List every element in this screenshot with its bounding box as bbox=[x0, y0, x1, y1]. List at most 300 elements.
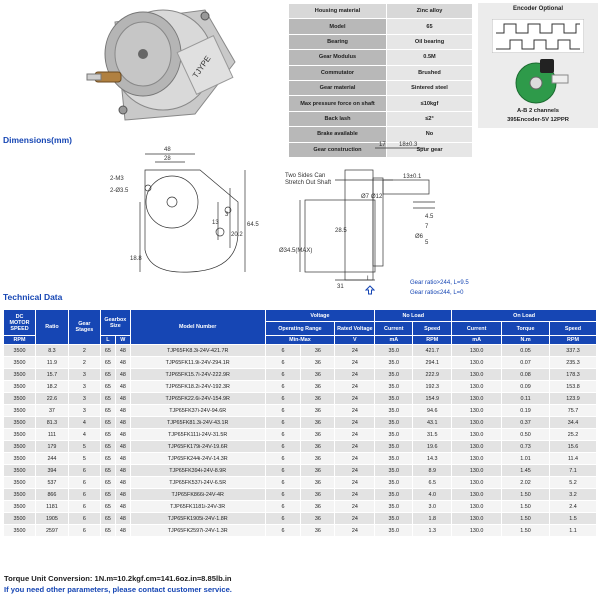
table-cell: 35.0 bbox=[375, 525, 413, 537]
table-cell: 6 bbox=[265, 525, 301, 537]
table-cell: 130.0 bbox=[452, 417, 502, 429]
table-cell: 48 bbox=[115, 369, 130, 381]
table-cell: 6 bbox=[68, 525, 100, 537]
dim-28-5: 28.5 bbox=[335, 228, 347, 234]
table-cell: 2597 bbox=[35, 525, 68, 537]
dim-64-5: 64.5 bbox=[247, 222, 259, 228]
unit-ma-onload: mA bbox=[452, 336, 502, 345]
table-cell: 35.0 bbox=[375, 489, 413, 501]
dim-d6: Ø6 bbox=[415, 234, 424, 240]
spec-label: Back lash bbox=[289, 111, 387, 126]
table-cell: 34.4 bbox=[549, 417, 596, 429]
spec-value: 0.5M bbox=[387, 50, 473, 65]
table-cell: 65 bbox=[100, 441, 115, 453]
table-cell: 15.7 bbox=[35, 369, 68, 381]
table-cell: 24 bbox=[335, 417, 375, 429]
table-cell: 3 bbox=[68, 405, 100, 417]
unit-ma: mA bbox=[375, 336, 413, 345]
table-cell: 5 bbox=[68, 453, 100, 465]
table-cell: 36 bbox=[301, 381, 335, 393]
table-cell: 48 bbox=[115, 489, 130, 501]
dim-17: 17 bbox=[379, 142, 386, 148]
table-cell: 37 bbox=[35, 405, 68, 417]
table-cell: 1181 bbox=[35, 501, 68, 513]
spec-table bbox=[288, 3, 473, 158]
table-cell: 6 bbox=[265, 357, 301, 369]
table-cell: 48 bbox=[115, 453, 130, 465]
table-cell: 65 bbox=[100, 357, 115, 369]
spec-row bbox=[289, 50, 473, 65]
table-cell: 3500 bbox=[4, 405, 36, 417]
table-cell: 25.2 bbox=[549, 429, 596, 441]
spec-label: Gear Modulus bbox=[289, 50, 387, 65]
table-cell: 3500 bbox=[4, 393, 36, 405]
dim-d7: Ø7 bbox=[361, 194, 370, 200]
spec-value: 65 bbox=[387, 19, 473, 34]
spec-row bbox=[289, 80, 473, 95]
table-cell: 36 bbox=[301, 441, 335, 453]
table-cell: 6.5 bbox=[413, 477, 452, 489]
table-cell: 130.0 bbox=[452, 477, 502, 489]
unit-v: V bbox=[335, 336, 375, 345]
front-view-drawing bbox=[100, 140, 260, 290]
table-cell: 65 bbox=[100, 381, 115, 393]
unit-min-max: Min-Max bbox=[265, 336, 335, 345]
table-cell: 235.3 bbox=[549, 357, 596, 369]
table-cell: 36 bbox=[301, 489, 335, 501]
table-cell: 1.45 bbox=[502, 465, 550, 477]
table-cell: 35.0 bbox=[375, 393, 413, 405]
table-cell: 130.0 bbox=[452, 453, 502, 465]
table-cell: 6 bbox=[265, 393, 301, 405]
table-cell: 3500 bbox=[4, 429, 36, 441]
table-cell: 43.1 bbox=[413, 417, 452, 429]
table-row bbox=[4, 369, 597, 381]
table-cell: 3500 bbox=[4, 477, 36, 489]
table-cell: 24 bbox=[335, 489, 375, 501]
spec-row bbox=[289, 96, 473, 111]
table-cell: 6 bbox=[68, 501, 100, 513]
table-cell: 244 bbox=[35, 453, 68, 465]
table-cell: 35.0 bbox=[375, 441, 413, 453]
col-operating-range: Operating Range bbox=[265, 322, 335, 336]
spec-label: Bearing bbox=[289, 34, 387, 49]
table-row bbox=[4, 381, 597, 393]
table-cell: TJP65FK11.9i-24V-294.1R bbox=[130, 357, 265, 369]
table-cell: 123.9 bbox=[549, 393, 596, 405]
table-cell: 19.6 bbox=[413, 441, 452, 453]
table-cell: TJP65FK18.2i-24V-192.3R bbox=[130, 381, 265, 393]
technical-data-table bbox=[3, 309, 597, 537]
table-cell: 24 bbox=[335, 393, 375, 405]
table-cell: 111 bbox=[35, 429, 68, 441]
col-onload-torque: Torque bbox=[502, 322, 550, 336]
table-cell: 0.09 bbox=[502, 381, 550, 393]
table-cell: 24 bbox=[335, 405, 375, 417]
table-cell: 36 bbox=[301, 405, 335, 417]
table-cell: 3.2 bbox=[549, 489, 596, 501]
table-cell: 65 bbox=[100, 513, 115, 525]
table-cell: 6 bbox=[265, 513, 301, 525]
dim-13: 13±0.1 bbox=[403, 174, 422, 180]
gear-ratio-note-2: Gear ratio≤244, L=0 bbox=[410, 290, 464, 296]
table-cell: 24 bbox=[335, 357, 375, 369]
table-cell: 75.7 bbox=[549, 405, 596, 417]
table-cell: 35.0 bbox=[375, 345, 413, 357]
table-cell: 65 bbox=[100, 489, 115, 501]
table-cell: 6 bbox=[68, 513, 100, 525]
table-cell: 24 bbox=[335, 429, 375, 441]
unit-rpm-onload: RPM bbox=[549, 336, 596, 345]
unit-nm: N.m bbox=[502, 336, 550, 345]
table-cell: 35.0 bbox=[375, 453, 413, 465]
table-cell: 130.0 bbox=[452, 525, 502, 537]
encoder-caption-1: A-B 2 channels bbox=[517, 108, 559, 114]
spec-label: Model bbox=[289, 19, 387, 34]
table-cell: 3 bbox=[68, 393, 100, 405]
table-cell: 24 bbox=[335, 513, 375, 525]
table-cell: 0.19 bbox=[502, 405, 550, 417]
table-cell: 6 bbox=[265, 453, 301, 465]
spec-value: Oil bearing bbox=[387, 34, 473, 49]
table-cell: TJP65FK8.3i-24V-421.7R bbox=[130, 345, 265, 357]
table-cell: 1905 bbox=[35, 513, 68, 525]
spec-label: Max pressure force on shaft bbox=[289, 96, 387, 111]
table-cell: 6 bbox=[265, 477, 301, 489]
spec-row bbox=[289, 19, 473, 34]
table-cell: 11.9 bbox=[35, 357, 68, 369]
table-cell: 6 bbox=[265, 381, 301, 393]
table-cell: 36 bbox=[301, 345, 335, 357]
dim-L: L bbox=[367, 276, 371, 282]
up-arrow-icon bbox=[365, 285, 375, 295]
dim-2-m3: 2-M3 bbox=[110, 176, 124, 182]
table-cell: 22.6 bbox=[35, 393, 68, 405]
table-cell: 2.02 bbox=[502, 477, 550, 489]
table-cell: 0.05 bbox=[502, 345, 550, 357]
table-cell: 35.0 bbox=[375, 405, 413, 417]
table-cell: TJP65FK2597i-24V-1.3R bbox=[130, 525, 265, 537]
table-cell: 3500 bbox=[4, 501, 36, 513]
table-cell: 48 bbox=[115, 429, 130, 441]
table-cell: 65 bbox=[100, 525, 115, 537]
table-cell: 31.5 bbox=[413, 429, 452, 441]
table-row bbox=[4, 393, 597, 405]
table-cell: 36 bbox=[301, 369, 335, 381]
table-cell: 3500 bbox=[4, 441, 36, 453]
dim-18: 18±0.3 bbox=[399, 142, 418, 148]
table-cell: 6 bbox=[265, 489, 301, 501]
table-cell: 24 bbox=[335, 465, 375, 477]
table-cell: TJP65FK537i-24V-6.5R bbox=[130, 477, 265, 489]
table-row bbox=[4, 525, 597, 537]
table-cell: 4.0 bbox=[413, 489, 452, 501]
table-cell: 394 bbox=[35, 465, 68, 477]
table-row bbox=[4, 357, 597, 369]
spec-value: Sintered steel bbox=[387, 80, 473, 95]
dim-31: 31 bbox=[337, 284, 344, 290]
table-cell: 36 bbox=[301, 393, 335, 405]
table-cell: 48 bbox=[115, 465, 130, 477]
table-cell: 130.0 bbox=[452, 381, 502, 393]
table-cell: 5 bbox=[68, 441, 100, 453]
table-cell: 130.0 bbox=[452, 357, 502, 369]
table-cell: 3 bbox=[68, 381, 100, 393]
table-cell: 1.8 bbox=[413, 513, 452, 525]
table-cell: 222.9 bbox=[413, 369, 452, 381]
table-row bbox=[4, 429, 597, 441]
col-voltage: Voltage bbox=[265, 310, 375, 322]
table-cell: TJP65FK244i-24V-14.3R bbox=[130, 453, 265, 465]
table-cell: TJP65FK15.7i-24V-222.9R bbox=[130, 369, 265, 381]
table-cell: 35.0 bbox=[375, 477, 413, 489]
dim-13: 13 bbox=[212, 220, 219, 226]
table-row bbox=[4, 477, 597, 489]
dim-2-hole: 2-Ø3.5 bbox=[110, 188, 129, 194]
table-cell: 0.11 bbox=[502, 393, 550, 405]
table-cell: 1.50 bbox=[502, 501, 550, 513]
table-cell: 48 bbox=[115, 477, 130, 489]
table-cell: 294.1 bbox=[413, 357, 452, 369]
table-cell: TJP65FK179i-24V-19.6R bbox=[130, 441, 265, 453]
col-onload-current: Current bbox=[452, 322, 502, 336]
table-row bbox=[4, 405, 597, 417]
table-cell: 7.1 bbox=[549, 465, 596, 477]
table-cell: 24 bbox=[335, 477, 375, 489]
dim-d12: Ø12 bbox=[371, 194, 383, 200]
table-cell: 35.0 bbox=[375, 369, 413, 381]
table-cell: 421.7 bbox=[413, 345, 452, 357]
table-cell: 153.8 bbox=[549, 381, 596, 393]
table-cell: 6 bbox=[68, 489, 100, 501]
spec-value: ≤2° bbox=[387, 111, 473, 126]
table-cell: 130.0 bbox=[452, 345, 502, 357]
dim-note-2: Stretch Out Shaft bbox=[285, 180, 332, 186]
table-cell: 3.0 bbox=[413, 501, 452, 513]
spec-header-value: Zinc alloy bbox=[387, 4, 473, 19]
table-cell: 15.6 bbox=[549, 441, 596, 453]
gear-ratio-note-1: Gear ratio>244, L=9.5 bbox=[410, 280, 469, 286]
table-cell: TJP65FK1181i-24V-3R bbox=[130, 501, 265, 513]
table-cell: 65 bbox=[100, 345, 115, 357]
table-row bbox=[4, 501, 597, 513]
table-cell: 0.08 bbox=[502, 369, 550, 381]
spec-value: No bbox=[387, 127, 473, 142]
table-row bbox=[4, 441, 597, 453]
table-cell: 24 bbox=[335, 369, 375, 381]
col-rated-voltage: Rated Voltage bbox=[335, 322, 375, 336]
table-cell: 36 bbox=[301, 429, 335, 441]
table-cell: 130.0 bbox=[452, 369, 502, 381]
table-cell: 18.2 bbox=[35, 381, 68, 393]
table-cell: 337.3 bbox=[549, 345, 596, 357]
table-cell: 6 bbox=[265, 501, 301, 513]
encoder-title: Encoder Optional bbox=[512, 6, 563, 12]
table-cell: 179 bbox=[35, 441, 68, 453]
spec-row bbox=[289, 34, 473, 49]
table-cell: 1.3 bbox=[413, 525, 452, 537]
dim-3: 3 bbox=[225, 212, 229, 218]
table-cell: TJP65FK81.3i-24V-43.1R bbox=[130, 417, 265, 429]
table-cell: 5.2 bbox=[549, 477, 596, 489]
table-cell: 6 bbox=[265, 465, 301, 477]
table-cell: 0.07 bbox=[502, 357, 550, 369]
table-cell: 2 bbox=[68, 357, 100, 369]
spec-value: ≤10kgf bbox=[387, 96, 473, 111]
table-cell: 48 bbox=[115, 441, 130, 453]
table-cell: 3500 bbox=[4, 465, 36, 477]
col-noload-current: Current bbox=[375, 322, 413, 336]
dim-48: 48 bbox=[164, 147, 171, 153]
table-cell: 130.0 bbox=[452, 429, 502, 441]
table-cell: 3500 bbox=[4, 345, 36, 357]
table-cell: 537 bbox=[35, 477, 68, 489]
col-gear-stages: Gear Stages bbox=[68, 310, 100, 345]
table-cell: 35.0 bbox=[375, 429, 413, 441]
table-cell: 3500 bbox=[4, 369, 36, 381]
table-cell: 35.0 bbox=[375, 417, 413, 429]
table-cell: 36 bbox=[301, 465, 335, 477]
table-cell: 65 bbox=[100, 429, 115, 441]
table-cell: 1.50 bbox=[502, 489, 550, 501]
table-cell: 65 bbox=[100, 477, 115, 489]
table-cell: 35.0 bbox=[375, 465, 413, 477]
encoder-panel bbox=[478, 3, 598, 128]
dim-d34-5: Ø34.5(MAX) bbox=[279, 248, 313, 254]
encoder-waveform bbox=[492, 19, 584, 53]
table-cell: 3500 bbox=[4, 381, 36, 393]
col-motor-speed: DC MOTOR SPEED bbox=[4, 310, 36, 336]
table-cell: 48 bbox=[115, 525, 130, 537]
table-cell: TJP65FK22.6i-24V-154.9R bbox=[130, 393, 265, 405]
unit-L: L bbox=[100, 336, 115, 345]
table-cell: 35.0 bbox=[375, 357, 413, 369]
col-on-load: On Load bbox=[452, 310, 597, 322]
table-cell: 3500 bbox=[4, 417, 36, 429]
spec-value: Spur gear bbox=[387, 142, 473, 157]
table-cell: 4 bbox=[68, 417, 100, 429]
col-noload-speed: Speed bbox=[413, 322, 452, 336]
table-cell: 3500 bbox=[4, 513, 36, 525]
table-cell: 178.3 bbox=[549, 369, 596, 381]
table-cell: 65 bbox=[100, 465, 115, 477]
table-cell: 65 bbox=[100, 369, 115, 381]
table-cell: 24 bbox=[335, 525, 375, 537]
table-cell: 65 bbox=[100, 453, 115, 465]
table-cell: 48 bbox=[115, 501, 130, 513]
table-cell: 3500 bbox=[4, 489, 36, 501]
table-cell: 3500 bbox=[4, 453, 36, 465]
table-cell: 6 bbox=[265, 441, 301, 453]
table-cell: 0.37 bbox=[502, 417, 550, 429]
table-cell: 48 bbox=[115, 417, 130, 429]
table-cell: 36 bbox=[301, 513, 335, 525]
motor-label: TJYPE bbox=[190, 54, 213, 80]
table-cell: 36 bbox=[301, 525, 335, 537]
table-cell: 2.4 bbox=[549, 501, 596, 513]
dim-4-5: 4.5 bbox=[425, 214, 434, 220]
table-cell: 130.0 bbox=[452, 501, 502, 513]
dim-18-8: 18.8 bbox=[130, 256, 142, 262]
spec-label: Commutator bbox=[289, 65, 387, 80]
encoder-board bbox=[506, 57, 570, 105]
table-cell: 24 bbox=[335, 501, 375, 513]
table-cell: 2 bbox=[68, 345, 100, 357]
table-cell: 1.01 bbox=[502, 453, 550, 465]
col-onload-speed: Speed bbox=[549, 322, 596, 336]
table-cell: 130.0 bbox=[452, 513, 502, 525]
table-cell: 866 bbox=[35, 489, 68, 501]
table-cell: 6 bbox=[265, 429, 301, 441]
spec-header-key: Housing material bbox=[289, 4, 387, 19]
spec-row bbox=[289, 65, 473, 80]
col-ratio: Ratio bbox=[35, 310, 68, 345]
spec-value: Brushed bbox=[387, 65, 473, 80]
table-cell: 192.3 bbox=[413, 381, 452, 393]
table-cell: 6 bbox=[265, 345, 301, 357]
dim-20-2: 20.2 bbox=[231, 232, 243, 238]
table-cell: 36 bbox=[301, 357, 335, 369]
table-cell: 1.5 bbox=[549, 513, 596, 525]
table-cell: 130.0 bbox=[452, 405, 502, 417]
torque-conversion: Torque Unit Conversion: 1N.m≈10.2kgf.cm≈141.6oz.in≈8.85lb.in bbox=[4, 574, 232, 583]
dimensions-title: Dimensions(mm) bbox=[3, 135, 72, 145]
table-cell: 24 bbox=[335, 441, 375, 453]
table-cell: 1.1 bbox=[549, 525, 596, 537]
table-cell: 65 bbox=[100, 405, 115, 417]
dim-5: 5 bbox=[425, 240, 429, 246]
table-cell: 4 bbox=[68, 429, 100, 441]
table-cell: 35.0 bbox=[375, 501, 413, 513]
side-view-drawing bbox=[275, 140, 455, 290]
table-cell: 6 bbox=[68, 465, 100, 477]
table-cell: TJP65FK1905i-24V-1.8R bbox=[130, 513, 265, 525]
unit-rpm: RPM bbox=[4, 336, 36, 345]
table-cell: 6 bbox=[265, 369, 301, 381]
table-cell: 6 bbox=[68, 477, 100, 489]
col-gearbox-size: Gearbox Size bbox=[100, 310, 130, 336]
motor-photo bbox=[85, 2, 265, 127]
table-cell: 8.3 bbox=[35, 345, 68, 357]
table-cell: 3 bbox=[68, 369, 100, 381]
table-cell: 35.0 bbox=[375, 513, 413, 525]
table-cell: 130.0 bbox=[452, 441, 502, 453]
table-cell: 154.9 bbox=[413, 393, 452, 405]
table-row bbox=[4, 489, 597, 501]
table-cell: 48 bbox=[115, 513, 130, 525]
col-model-number: Model Number bbox=[130, 310, 265, 345]
table-cell: 3500 bbox=[4, 357, 36, 369]
table-cell: 14.3 bbox=[413, 453, 452, 465]
table-cell: 11.4 bbox=[549, 453, 596, 465]
table-cell: 35.0 bbox=[375, 381, 413, 393]
table-cell: TJP65FK111i-24V-31.5R bbox=[130, 429, 265, 441]
table-cell: 1.50 bbox=[502, 525, 550, 537]
dim-7: 7 bbox=[425, 224, 429, 230]
table-cell: 1.50 bbox=[502, 513, 550, 525]
table-cell: 36 bbox=[301, 453, 335, 465]
table-cell: 130.0 bbox=[452, 465, 502, 477]
table-row bbox=[4, 513, 597, 525]
unit-W: W bbox=[115, 336, 130, 345]
table-cell: 94.6 bbox=[413, 405, 452, 417]
technical-data-title: Technical Data bbox=[3, 292, 63, 302]
spec-label: Brake available bbox=[289, 127, 387, 142]
table-cell: 24 bbox=[335, 345, 375, 357]
table-cell: 36 bbox=[301, 417, 335, 429]
spec-row bbox=[289, 111, 473, 126]
table-cell: 48 bbox=[115, 393, 130, 405]
